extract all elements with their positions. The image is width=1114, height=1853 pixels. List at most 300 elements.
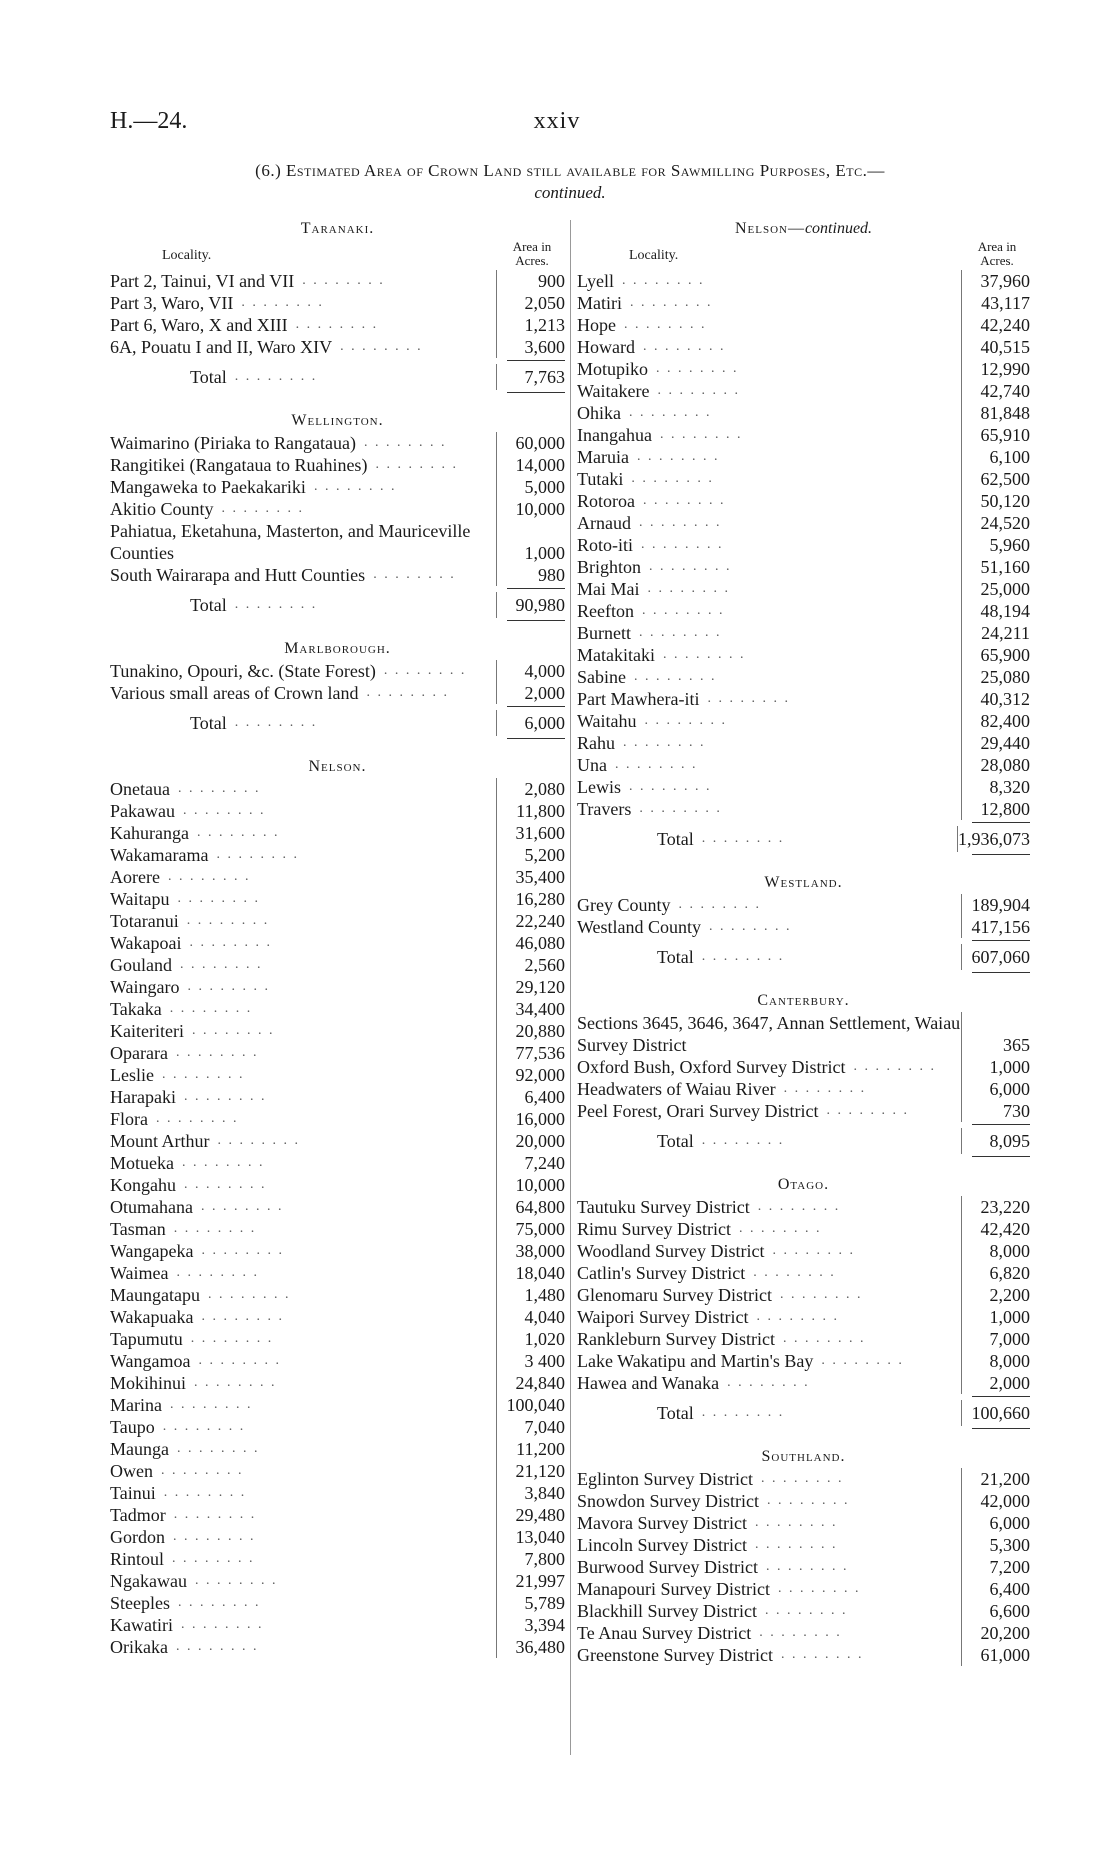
leader-dots: . . . . . . . . [200, 1199, 284, 1214]
locality-name: Tapumutu [110, 1329, 183, 1349]
area-value: 7,800 [496, 1548, 565, 1570]
region-heading [110, 638, 565, 660]
total-rule [577, 1122, 1030, 1128]
total-value: 8,095 [961, 1128, 1030, 1154]
table-row [577, 732, 1030, 754]
area-value: 2,000 [961, 1372, 1030, 1394]
area-value: 20,880 [496, 1020, 565, 1042]
leader-dots: . . . . . . . . [782, 1331, 866, 1346]
area-value: 62,500 [961, 468, 1030, 490]
leader-dots: . . . . . . . . [615, 757, 698, 772]
table-row [577, 1372, 1030, 1394]
table-row [110, 476, 565, 498]
leader-dots: . . . . . . . . [183, 1089, 267, 1104]
area-value: 5,789 [496, 1592, 565, 1614]
leader-dots: . . . . . . . . [623, 735, 706, 750]
area-value: 82,400 [961, 710, 1030, 732]
leader-dots: . . . . . . . . [638, 515, 722, 530]
leader-dots: . . . . . . . . [234, 369, 318, 384]
table-row [110, 1394, 565, 1416]
locality-name: Various small areas of Crown land [110, 683, 359, 703]
leader-dots: . . . . . . . . [780, 1647, 864, 1662]
region-name: Wellington. [291, 412, 384, 429]
table-row [577, 1056, 1030, 1078]
area-value: 10,000 [496, 1174, 565, 1196]
leader-dots: . . . . . . . . [772, 1243, 856, 1258]
area-value: 1,480 [496, 1284, 565, 1306]
table-row [110, 454, 565, 476]
area-header: Area in Acres. [977, 239, 1017, 268]
locality-name: Maruia [577, 447, 629, 467]
table-row [577, 1512, 1030, 1534]
leader-dots: . . . . . . . . [826, 1103, 909, 1118]
region-heading [577, 218, 1030, 240]
leader-dots: . . . . . . . . [636, 449, 720, 464]
area-value: 77,536 [496, 1042, 565, 1064]
leader-dots: . . . . . . . . [373, 567, 456, 582]
table-row [577, 644, 1030, 666]
table-row [577, 468, 1030, 490]
area-value: 2,050 [496, 292, 565, 314]
area-value: 43,117 [961, 292, 1030, 314]
locality-name: Lyell [577, 271, 614, 291]
area-value: 61,000 [961, 1644, 1030, 1666]
table-row [110, 1086, 565, 1108]
area-value: 21,120 [496, 1460, 565, 1482]
column-header [110, 240, 565, 270]
area-value: 50,120 [961, 490, 1030, 512]
area-value: 10,000 [496, 498, 565, 520]
area-value: 11,800 [496, 800, 565, 822]
region-section [577, 990, 1030, 1174]
leader-dots: . . . . . . . . [760, 1471, 844, 1486]
locality-name: Takaka [110, 999, 162, 1019]
table-row [577, 1468, 1030, 1490]
locality-name: Roto-iti [577, 535, 634, 555]
locality-name: Hope [577, 315, 616, 335]
area-value: 42,240 [961, 314, 1030, 336]
leader-dots: . . . . . . . . [216, 847, 299, 862]
leader-dots: . . . . . . . . [629, 779, 712, 794]
locality-name: Kahuranga [110, 823, 189, 843]
table-row [110, 1570, 565, 1592]
leader-dots: . . . . . . . . [181, 1155, 265, 1170]
region-section [577, 1174, 1030, 1446]
table-row [577, 402, 1030, 424]
leader-dots: . . . . . . . . [641, 537, 724, 552]
region-name: Westland. [764, 874, 843, 891]
table-row [110, 1614, 565, 1636]
table-row [577, 798, 1030, 820]
table-row [110, 1548, 565, 1570]
table-row [110, 954, 565, 976]
leader-dots: . . . . . . . . [169, 1001, 253, 1016]
area-value: 24,520 [961, 512, 1030, 534]
locality-name: Maunga [110, 1439, 169, 1459]
table-row [577, 1218, 1030, 1240]
locality-name: Motupiko [577, 359, 649, 379]
locality-name: Te Anau Survey District [577, 1623, 752, 1643]
area-value: 18,040 [496, 1262, 565, 1284]
locality-header: Locality. [629, 248, 679, 263]
table-row [577, 358, 1030, 380]
locality-name: Flora [110, 1109, 148, 1129]
locality-name: Manapouri Survey District [577, 1579, 770, 1599]
table-row [577, 1262, 1030, 1284]
area-header: Area in Acres. [512, 239, 552, 268]
table-row [577, 688, 1030, 710]
table-row [110, 564, 565, 586]
locality-name: Lincoln Survey District [577, 1535, 747, 1555]
table-row [577, 916, 1030, 938]
leader-dots: . . . . . . . . [190, 1331, 274, 1346]
leader-dots: . . . . . . . . [169, 1397, 253, 1412]
table-row [577, 534, 1030, 556]
column-header [577, 240, 1030, 270]
total-rule [110, 390, 565, 396]
locality-name: Wangapeka [110, 1241, 194, 1261]
locality-name: Akitio County [110, 499, 214, 519]
locality-name: Matakitaki [577, 645, 655, 665]
table-row [577, 1328, 1030, 1350]
table-row [110, 866, 565, 888]
locality-name: Part 2, Tainui, VI and VII [110, 271, 295, 291]
locality-name: Kawatiri [110, 1615, 173, 1635]
leader-dots: . . . . . . . . [313, 479, 397, 494]
locality-name: Wakapuaka [110, 1307, 194, 1327]
locality-name: Rimu Survey District [577, 1219, 731, 1239]
section-gap [110, 396, 565, 410]
region-heading [577, 872, 1030, 894]
column-divider [570, 220, 571, 1755]
table-row [110, 1350, 565, 1372]
table-row [110, 682, 565, 704]
leader-dots: . . . . . . . . [707, 691, 790, 706]
locality-name: Rintoul [110, 1549, 165, 1569]
leader-dots: . . . . . . . . [756, 1309, 840, 1324]
area-value: 38,000 [496, 1240, 565, 1262]
total-value: 607,060 [961, 944, 1030, 970]
locality-name: Peel Forest, Orari Survey District [577, 1101, 819, 1121]
document-reference: H.—24. [110, 108, 188, 134]
table-row [577, 1490, 1030, 1512]
leader-dots: . . . . . . . . [754, 1537, 838, 1552]
table-row [110, 888, 565, 910]
area-value: 8,320 [961, 776, 1030, 798]
locality-name: Harapaki [110, 1087, 176, 1107]
table-row [110, 1460, 565, 1482]
area-value: 4,000 [496, 660, 565, 682]
table-row [110, 1240, 565, 1262]
total-rule [577, 820, 1030, 826]
locality-name: Owen [110, 1461, 153, 1481]
table-row [110, 822, 565, 844]
total-row [577, 1400, 1030, 1426]
leader-dots: . . . . . . . . [701, 1405, 785, 1420]
leader-dots: . . . . . . . . [156, 1111, 239, 1126]
leader-dots: . . . . . . . . [176, 1441, 260, 1456]
area-value: 13,040 [496, 1526, 565, 1548]
locality-name: Leslie [110, 1065, 154, 1085]
section-gap [577, 1666, 1030, 1680]
leader-dots: . . . . . . . . [701, 949, 785, 964]
locality-name: Waimarino (Piriaka to Rangataua) [110, 433, 356, 453]
area-value: 4,040 [496, 1306, 565, 1328]
table-row [110, 314, 565, 336]
table-row [110, 1306, 565, 1328]
section-gap [577, 1432, 1030, 1446]
total-value: 90,980 [496, 592, 565, 618]
area-value: 6,100 [961, 446, 1030, 468]
area-value: 1,020 [496, 1328, 565, 1350]
locality-name: Greenstone Survey District [577, 1645, 773, 1665]
leader-dots: . . . . . . . . [753, 1265, 836, 1280]
locality-name: Tutaki [577, 469, 624, 489]
area-value: 189,904 [961, 894, 1030, 916]
leader-dots: . . . . . . . . [701, 831, 785, 846]
area-value: 12,990 [961, 358, 1030, 380]
table-row [577, 1534, 1030, 1556]
leader-dots: . . . . . . . . [656, 361, 739, 376]
area-value: 64,800 [496, 1196, 565, 1218]
region-section [110, 638, 565, 756]
table-row [577, 314, 1030, 336]
section-gap [110, 742, 565, 756]
leader-dots: . . . . . . . . [177, 891, 261, 906]
total-label: Total [190, 595, 227, 615]
table-row [110, 520, 565, 564]
table-row [577, 490, 1030, 512]
left-column [110, 218, 565, 1672]
leader-dots: . . . . . . . . [634, 669, 717, 684]
locality-name: Tautuku Survey District [577, 1197, 750, 1217]
area-value: 5,960 [961, 534, 1030, 556]
section-gap [577, 976, 1030, 990]
leader-dots: . . . . . . . . [221, 501, 305, 516]
leader-dots: . . . . . . . . [196, 825, 280, 840]
locality-name: Maungatapu [110, 1285, 200, 1305]
leader-dots: . . . . . . . . [639, 625, 722, 640]
area-value: 36,480 [496, 1636, 565, 1658]
locality-name: Part 6, Waro, X and XIII [110, 315, 288, 335]
area-value: 1,000 [961, 1056, 1030, 1078]
locality-name: Mai Mai [577, 579, 640, 599]
table-row [110, 1174, 565, 1196]
leader-dots: . . . . . . . . [678, 897, 761, 912]
area-value: 14,000 [496, 454, 565, 476]
leader-dots: . . . . . . . . [201, 1243, 285, 1258]
area-value: 34,400 [496, 998, 565, 1020]
area-value: 6,400 [496, 1086, 565, 1108]
total-rule [577, 938, 1030, 944]
total-value: 7,763 [496, 364, 565, 390]
leader-dots: . . . . . . . . [853, 1059, 936, 1074]
locality-name: Pahiatua, Eketahuna, Masterton, and Mauriceville Counties [110, 521, 471, 563]
region-heading [577, 1446, 1030, 1468]
locality-name: Catlin's Survey District [577, 1263, 746, 1283]
table-row [110, 292, 565, 314]
leader-dots: . . . . . . . . [644, 713, 728, 728]
area-value: 2,080 [496, 778, 565, 800]
table-row [110, 660, 565, 682]
table-row [110, 1504, 565, 1526]
table-row [577, 666, 1030, 688]
area-value: 16,000 [496, 1108, 565, 1130]
leader-dots: . . . . . . . . [184, 1177, 267, 1192]
leader-dots: . . . . . . . . [340, 339, 423, 354]
locality-name: Brighton [577, 557, 642, 577]
table-row [577, 754, 1030, 776]
locality-name: Wakapoai [110, 933, 182, 953]
locality-name: Totaranui [110, 911, 179, 931]
table-row [577, 1100, 1030, 1122]
area-value: 3,600 [496, 336, 565, 358]
locality-name: Headwaters of Waiau River [577, 1079, 776, 1099]
locality-name: Rankleburn Survey District [577, 1329, 775, 1349]
area-value: 20,200 [961, 1622, 1030, 1644]
total-label: Total [657, 1131, 694, 1151]
region-name: Otago. [777, 1176, 830, 1193]
area-value: 20,000 [496, 1130, 565, 1152]
table-row [110, 1636, 565, 1658]
table-row [577, 776, 1030, 798]
leader-dots: . . . . . . . . [783, 1081, 867, 1096]
table-row [577, 1350, 1030, 1372]
table-row [110, 1218, 565, 1240]
leader-dots: . . . . . . . . [198, 1353, 282, 1368]
total-row [110, 592, 565, 618]
table-row [110, 1328, 565, 1350]
total-value: 100,660 [961, 1400, 1030, 1426]
area-value: 37,960 [961, 270, 1030, 292]
table-row [577, 1600, 1030, 1622]
table-row [577, 1644, 1030, 1666]
leader-dots: . . . . . . . . [779, 1287, 863, 1302]
region-section [110, 218, 565, 410]
region-name: Marlborough. [284, 640, 391, 657]
area-value: 900 [496, 270, 565, 292]
locality-name: Rahu [577, 733, 615, 753]
total-row [110, 364, 565, 390]
area-value: 23,220 [961, 1196, 1030, 1218]
table-row [577, 1240, 1030, 1262]
total-rule [110, 586, 565, 592]
total-rule [577, 1394, 1030, 1400]
leader-dots: . . . . . . . . [163, 1485, 247, 1500]
leader-dots: . . . . . . . . [178, 1595, 261, 1610]
table-row [110, 498, 565, 520]
locality-name: Inangahua [577, 425, 652, 445]
locality-name: Marina [110, 1395, 162, 1415]
area-value: 60,000 [496, 432, 565, 454]
locality-name: Ohika [577, 403, 621, 423]
locality-name: Ngakawau [110, 1571, 187, 1591]
leader-dots: . . . . . . . . [624, 317, 707, 332]
area-value: 22,240 [496, 910, 565, 932]
leader-dots: . . . . . . . . [754, 1515, 838, 1530]
area-value: 8,000 [961, 1350, 1030, 1372]
area-value: 28,080 [961, 754, 1030, 776]
leader-dots: . . . . . . . . [727, 1375, 810, 1390]
table-row [110, 800, 565, 822]
locality-name: Oparara [110, 1043, 168, 1063]
area-value: 6,400 [961, 1578, 1030, 1600]
section-gap [110, 1658, 565, 1672]
leader-dots: . . . . . . . . [162, 1419, 246, 1434]
area-value: 29,120 [496, 976, 565, 998]
locality-name: Mokihinui [110, 1373, 187, 1393]
table-row [577, 578, 1030, 600]
leader-dots: . . . . . . . . [186, 913, 270, 928]
table-row [110, 1438, 565, 1460]
leader-dots: . . . . . . . . [709, 919, 792, 934]
area-value: 730 [961, 1100, 1030, 1122]
table-row [577, 556, 1030, 578]
area-value: 42,740 [961, 380, 1030, 402]
leader-dots: . . . . . . . . [657, 383, 741, 398]
area-value: 21,200 [961, 1468, 1030, 1490]
leader-dots: . . . . . . . . [234, 597, 318, 612]
area-value: 1,000 [496, 520, 565, 564]
area-value: 25,080 [961, 666, 1030, 688]
table-row [577, 1622, 1030, 1644]
locality-name: Part Mawhera-iti [577, 689, 700, 709]
locality-name: Oxford Bush, Oxford Survey District [577, 1057, 846, 1077]
total-row [577, 1128, 1030, 1154]
leader-dots: . . . . . . . . [622, 273, 705, 288]
total-row [110, 710, 565, 736]
total-label: Total [657, 947, 694, 967]
total-row [577, 826, 1030, 852]
leader-dots: . . . . . . . . [649, 559, 732, 574]
leader-dots: . . . . . . . . [777, 1581, 861, 1596]
leader-dots: . . . . . . . . [765, 1559, 849, 1574]
locality-name: Mount Arthur [110, 1131, 210, 1151]
title-continued: continued. [534, 183, 606, 202]
table-row [577, 512, 1030, 534]
table-row [110, 432, 565, 454]
locality-name: Motueka [110, 1153, 174, 1173]
leader-dots: . . . . . . . . [767, 1493, 850, 1508]
area-value: 5,300 [961, 1534, 1030, 1556]
leader-dots: . . . . . . . . [187, 979, 271, 994]
locality-name: 6A, Pouatu I and II, Waro XIV [110, 337, 333, 357]
locality-name: Blackhill Survey District [577, 1601, 757, 1621]
table-row [577, 600, 1030, 622]
table-row [577, 336, 1030, 358]
table-row [110, 932, 565, 954]
area-value: 29,440 [961, 732, 1030, 754]
leader-dots: . . . . . . . . [180, 1617, 264, 1632]
area-value: 6,820 [961, 1262, 1030, 1284]
table-row [577, 446, 1030, 468]
table-row [577, 1078, 1030, 1100]
table-row [577, 424, 1030, 446]
area-value: 25,000 [961, 578, 1030, 600]
area-value: 980 [496, 564, 565, 586]
leader-dots: . . . . . . . . [175, 1639, 259, 1654]
leader-dots: . . . . . . . . [764, 1603, 848, 1618]
locality-name: Gouland [110, 955, 172, 975]
total-rule [110, 358, 565, 364]
locality-name: Lewis [577, 777, 621, 797]
region-heading [110, 410, 565, 432]
leader-dots: . . . . . . . . [757, 1199, 841, 1214]
total-label: Total [190, 713, 227, 733]
region-name: Taranaki. [300, 220, 375, 237]
leader-dots: . . . . . . . . [201, 1309, 285, 1324]
table-row [577, 1196, 1030, 1218]
